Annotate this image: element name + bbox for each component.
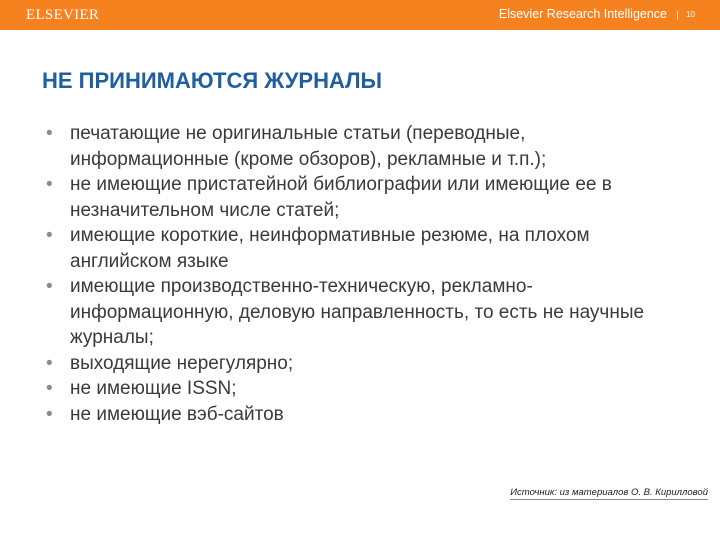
bullet-marker: • bbox=[46, 403, 53, 425]
bullet-text: имеющие производственно-техническую, рекламно-информационную, деловую направленность, то есть не научные журналы; bbox=[70, 276, 645, 348]
source-note: Источник: из материалов О. В. Кирилловой bbox=[510, 487, 708, 498]
bullet-item bbox=[46, 376, 686, 402]
page-number: 10 bbox=[686, 10, 695, 19]
bullet-item bbox=[46, 223, 686, 274]
bullet-marker: • bbox=[46, 225, 53, 246]
bullet-item bbox=[46, 402, 686, 428]
bullet-marker: • bbox=[46, 352, 53, 374]
bullet-list bbox=[46, 121, 686, 427]
bullet-marker: • bbox=[46, 174, 53, 195]
bullet-text: выходящие нерегулярно; bbox=[70, 352, 294, 374]
bullet-text: не имеющие пристатейной библиографии или имеющие ее в незначительном числе статей; bbox=[70, 174, 612, 221]
bullet-item bbox=[46, 274, 686, 351]
bullet-item bbox=[46, 121, 686, 172]
bullet-text: имеющие короткие, неинформативные резюме, на плохом английском языке bbox=[70, 225, 590, 272]
bullet-marker: • bbox=[46, 123, 53, 144]
bullet-marker: • bbox=[46, 276, 53, 297]
bullet-item bbox=[46, 351, 686, 377]
slide-title: НЕ ПРИНИМАЮТСЯ ЖУРНАЛЫ bbox=[42, 68, 383, 93]
bullet-item bbox=[46, 172, 686, 223]
bullet-text: не имеющие вэб-сайтов bbox=[70, 403, 284, 425]
elsevier-logo: ELSEVIER bbox=[26, 7, 100, 23]
brand-name: Elsevier Research Intelligence bbox=[498, 7, 667, 21]
header-bar bbox=[0, 0, 720, 30]
header-divider bbox=[677, 11, 678, 20]
bullet-text: печатающие не оригинальные статьи (переводные, информационные (кроме обзоров), рекламные и т.п.); bbox=[70, 123, 547, 170]
bullet-text: не имеющие ISSN; bbox=[70, 378, 237, 399]
bullet-marker: • bbox=[46, 378, 53, 399]
